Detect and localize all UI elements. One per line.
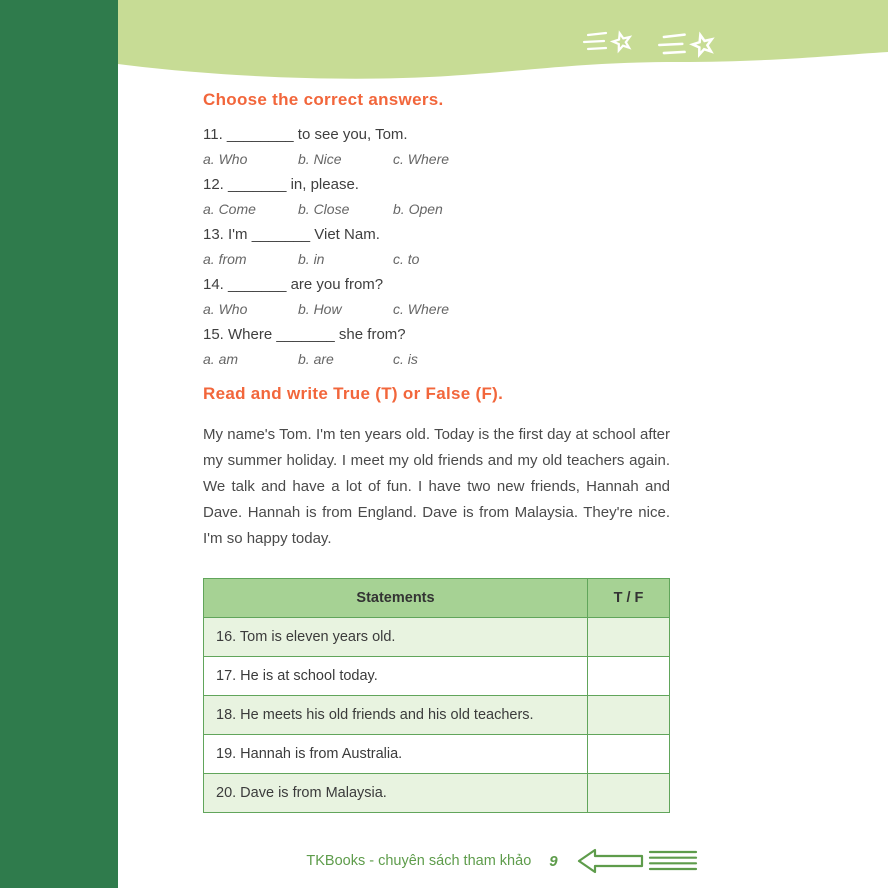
workbook-page xyxy=(118,0,888,888)
question-block xyxy=(203,176,670,218)
option-a: a. Come xyxy=(203,201,256,217)
statement-cell: 20. Dave is from Malaysia. xyxy=(204,774,588,813)
statement-cell: 17. He is at school today. xyxy=(204,657,588,696)
statements-column-header: Statements xyxy=(204,579,588,618)
left-margin-strip xyxy=(0,0,118,888)
option-b: b. How xyxy=(298,301,342,317)
true-false-table xyxy=(203,578,670,813)
page-content xyxy=(203,90,670,813)
question-block xyxy=(203,126,670,168)
publisher-brand: TKBooks - chuyên sách tham khảo xyxy=(306,853,532,869)
question-block xyxy=(203,226,670,268)
options-row xyxy=(203,251,670,268)
question-text: 15. Where _______ she from? xyxy=(203,326,406,343)
table-row xyxy=(204,774,670,813)
options-row xyxy=(203,151,670,168)
answer-cell xyxy=(588,657,670,696)
reading-passage: My name's Tom. I'm ten years old. Today is the first day at school after my summer holiday. I meet my old friends and my old teachers again. We talk and have a lot of fun. I have two new friends, Hannah and Dave. Hannah is from England. Dave is from Malaysia. They're nice. I'm so happy today. xyxy=(203,426,670,547)
option-b: b. Close xyxy=(298,201,350,217)
options-row xyxy=(203,201,670,218)
option-c: c. Where xyxy=(393,301,450,317)
answer-cell xyxy=(588,735,670,774)
statement-cell: 16. Tom is eleven years old. xyxy=(204,618,588,657)
options-row xyxy=(203,351,670,368)
question-block xyxy=(203,276,670,318)
option-a: a. Who xyxy=(203,301,248,317)
question-text: 12. _______ in, please. xyxy=(203,176,359,193)
option-c: c. is xyxy=(393,351,418,367)
tf-column-header: T / F xyxy=(588,579,670,618)
options-row xyxy=(203,301,670,318)
option-c: b. Open xyxy=(393,201,443,217)
question-text: 11. ________ to see you, Tom. xyxy=(203,126,408,143)
question-text: 14. _______ are you from? xyxy=(203,276,384,293)
table-row xyxy=(204,657,670,696)
answer-cell xyxy=(588,618,670,657)
header-wave xyxy=(118,0,888,90)
option-b: b. Nice xyxy=(298,151,342,167)
fast-backward-arrow-icon xyxy=(576,848,700,874)
statement-cell: 18. He meets his old friends and his old teachers. xyxy=(204,696,588,735)
table-row xyxy=(204,618,670,657)
option-b: b. in xyxy=(298,251,325,267)
question-text: 13. I'm _______ Viet Nam. xyxy=(203,226,380,243)
option-a: a. am xyxy=(203,351,239,367)
option-c: c. Where xyxy=(393,151,450,167)
option-a: a. from xyxy=(203,251,247,267)
page-number: 9 xyxy=(549,852,558,870)
table-header-row xyxy=(204,579,670,618)
answer-cell xyxy=(588,696,670,735)
question-block xyxy=(203,326,670,368)
answer-cell xyxy=(588,774,670,813)
header-band xyxy=(118,0,888,90)
table-row xyxy=(204,735,670,774)
table-row xyxy=(204,696,670,735)
statement-cell: 19. Hannah is from Australia. xyxy=(204,735,588,774)
option-c: c. to xyxy=(393,251,420,267)
exercise1-heading: Choose the correct answers. xyxy=(203,90,444,109)
page-footer xyxy=(118,848,888,874)
exercise2-heading: Read and write True (T) or False (F). xyxy=(203,384,504,403)
option-a: a. Who xyxy=(203,151,248,167)
option-b: b. are xyxy=(298,351,334,367)
